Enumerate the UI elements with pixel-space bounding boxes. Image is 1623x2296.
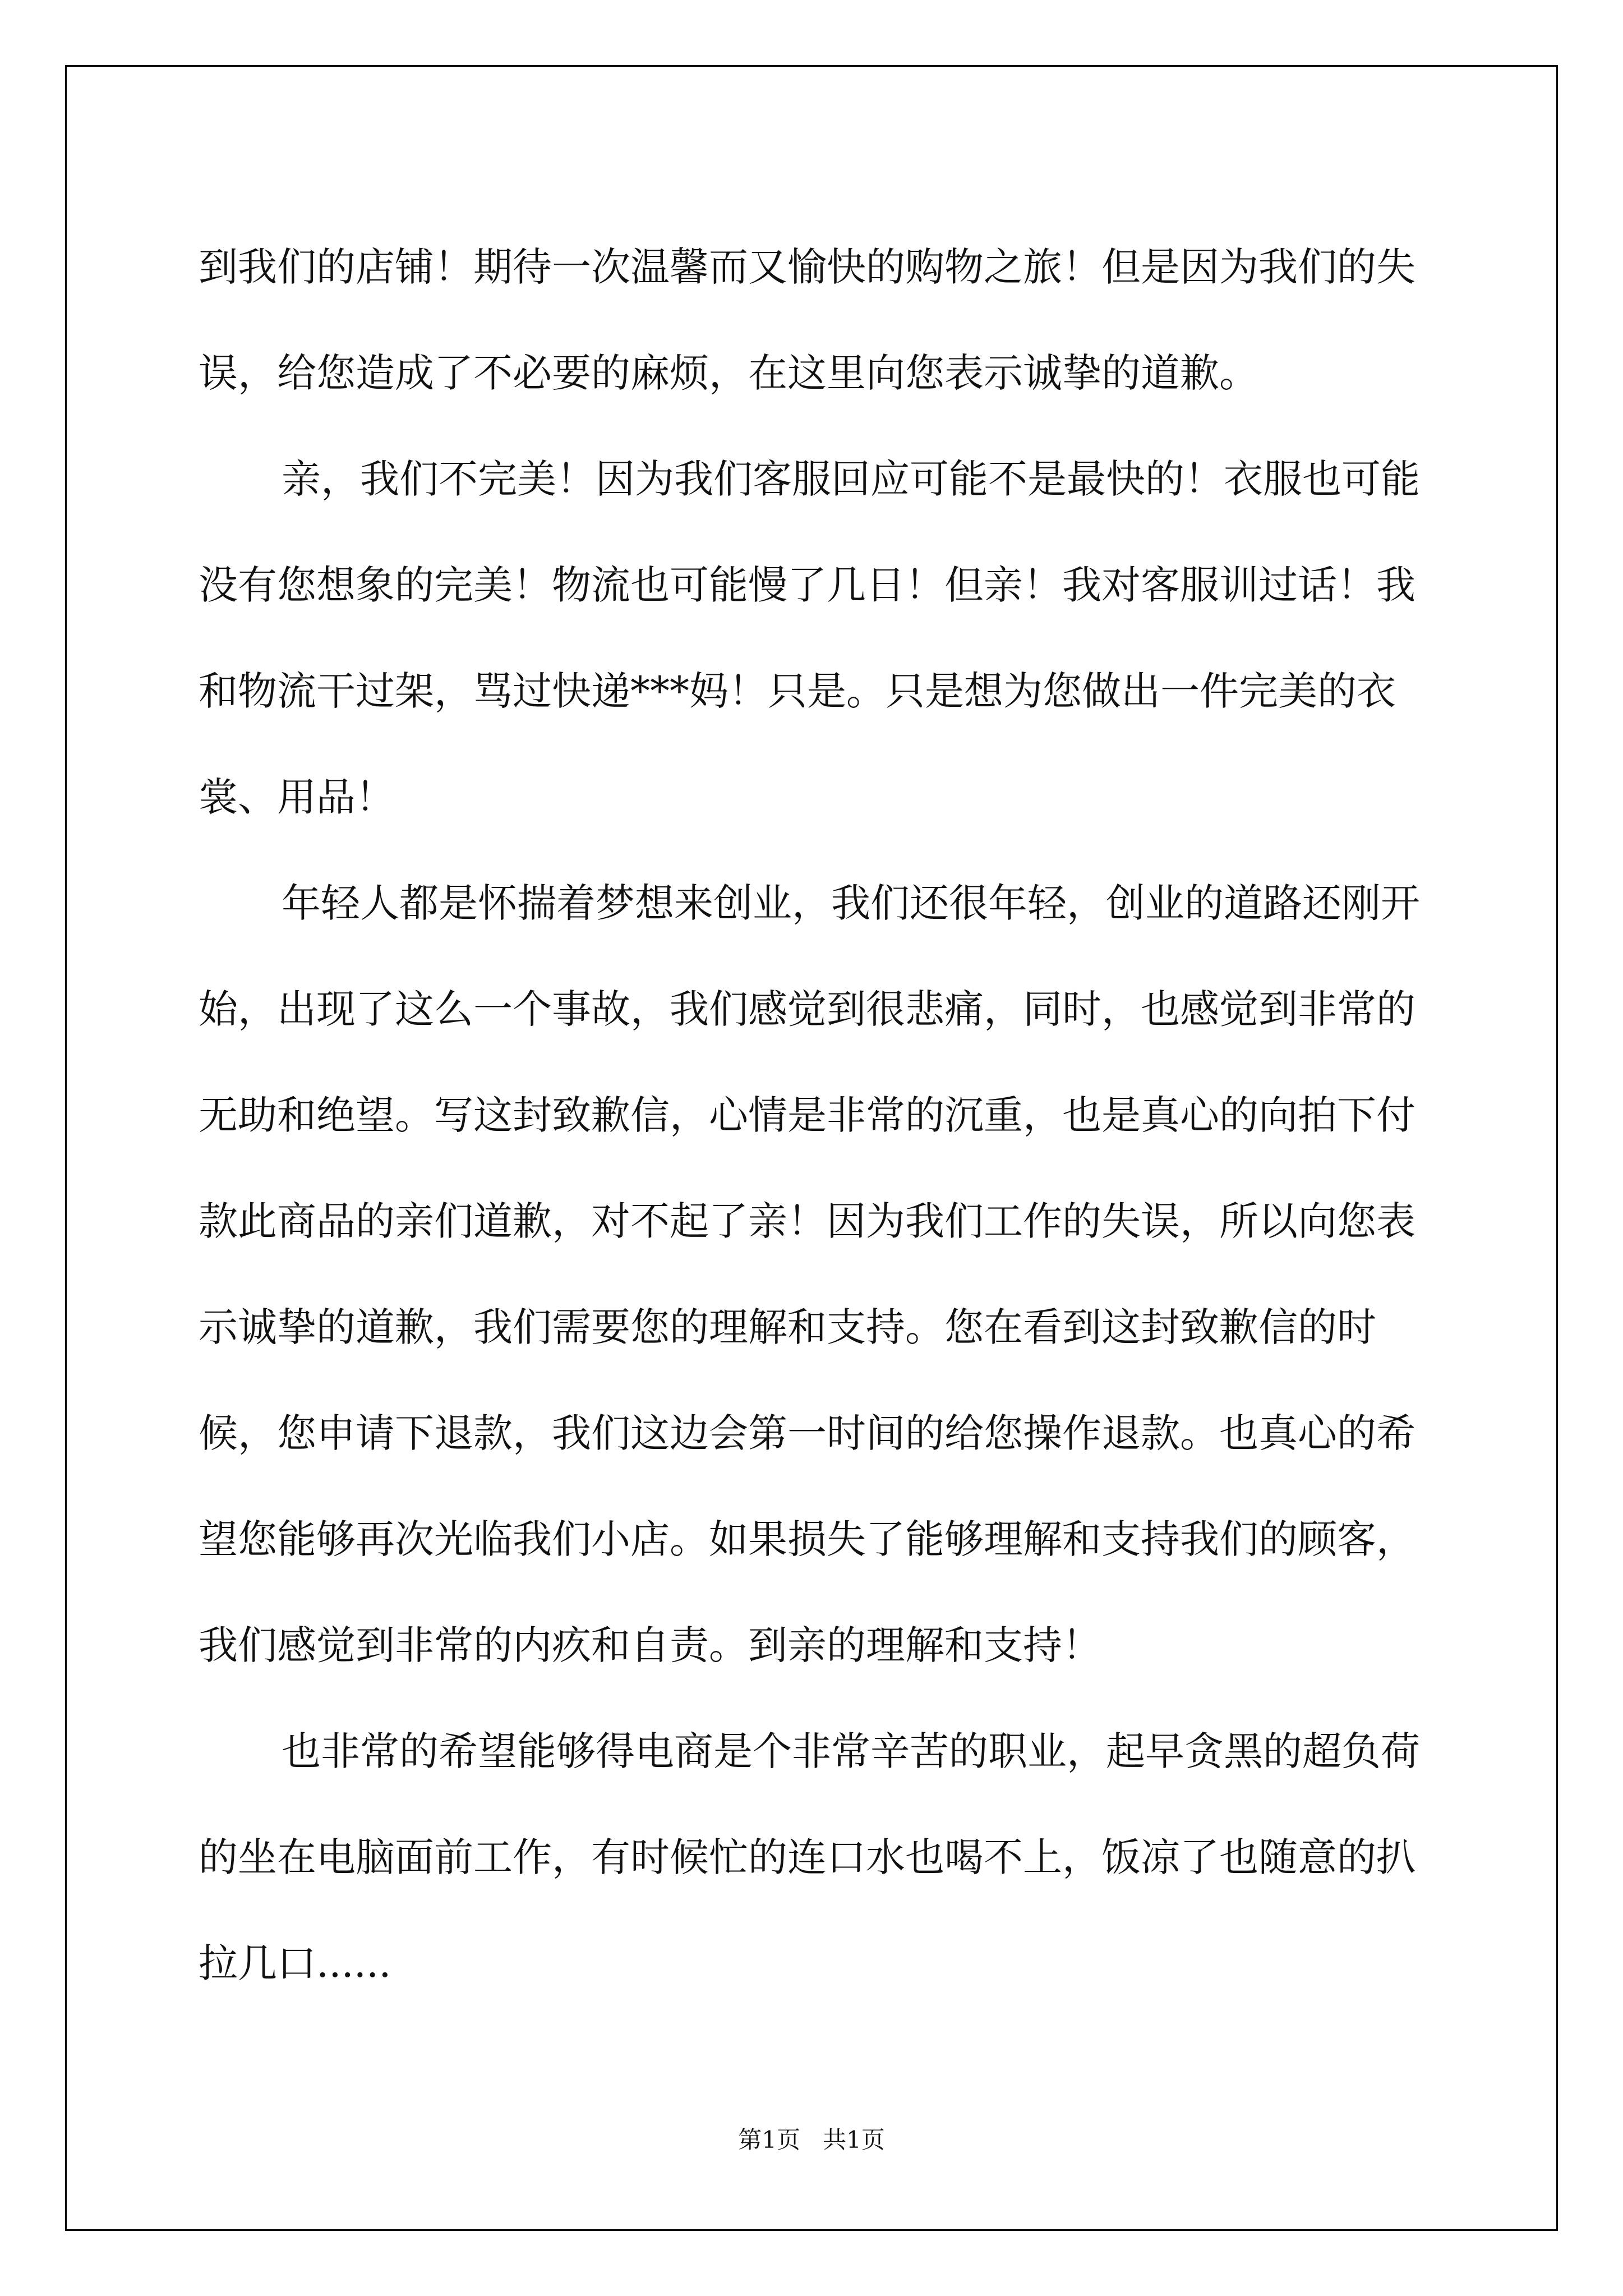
- paragraph-3: 年轻人都是怀揣着梦想来创业，我们还很年轻，创业的道路还刚开始，出现了这么一个事故，我们感觉到很悲痛，同时，也感觉到非常的无助和绝望。写这封致歉信，心情是非常的沉重，也是真心的向拍下付款此商品的亲们道歉，对不起了亲！因为我们工作的失误，所以向您表示诚挚的道歉，我们需要您的理解和支持。您在看到这封致歉信的时候，您申请下退款，我们这边会第一时间的给您操作退款。也真心的希望您能够再次光临我们小店。如果损失了能够理解和支持我们的顾客，我们感觉到非常的内疚和自责。到亲的理解和支持！: [199, 880, 1420, 1668]
- paragraph-1: 到我们的店铺！期待一次温馨而又愉快的购物之旅！但是因为我们的失误，给您造成了不必要的麻烦，在这里向您表示诚挚的道歉。: [199, 244, 1415, 396]
- paragraph-4: 也非常的希望能够得电商是个非常辛苦的职业，起早贪黑的超负荷的坐在电脑面前工作，有时候忙的连口水也喝不上，饭凉了也随意的扒拉几口......: [199, 1728, 1420, 1986]
- document-body: [199, 214, 1438, 2017]
- page-number-footer: 第1页 共1页: [738, 2126, 885, 2154]
- paragraph-2: 亲，我们不完美！因为我们客服回应可能不是最快的！衣服也可能没有您想象的完美！物流也可能慢了几日！但亲！我对客服训过话！我和物流干过架，骂过快递***妈！只是。只是想为您做出一件完美的衣裳、用品！: [199, 456, 1420, 820]
